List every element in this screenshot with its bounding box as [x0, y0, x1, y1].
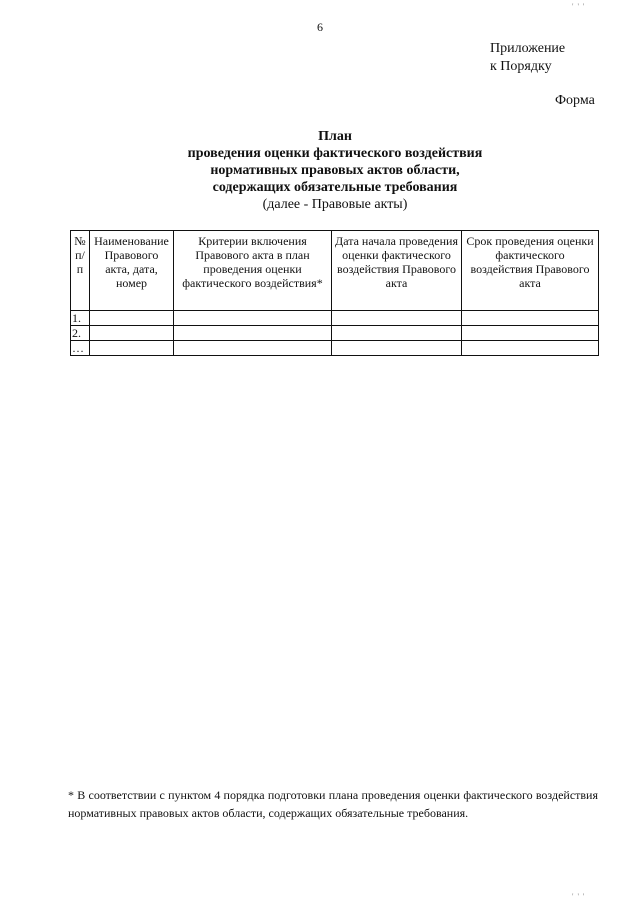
title-line-1: План — [318, 129, 352, 144]
header-deadline: Срок проведения оценки фактического воздействия Правового акта — [462, 231, 599, 311]
document-title — [0, 128, 640, 213]
title-subtitle: (далее - Правовые акты) — [262, 197, 408, 212]
footnote: * В соответствии с пунктом 4 порядка подготовки плана проведения оценки фактического воздействия нормативных правовых актов области, содержащих обязательные требования. — [68, 788, 598, 820]
appendix-line-1: Приложение — [490, 41, 566, 56]
header-number: № п/п — [71, 231, 90, 311]
table-cell — [332, 326, 462, 341]
table-row — [71, 326, 599, 341]
scan-mark-bottom: ' ' ' — [572, 892, 586, 901]
table-cell-number: 2. — [71, 326, 90, 341]
page-number: 6 — [317, 20, 323, 34]
table-cell — [332, 341, 462, 356]
table-row — [71, 311, 599, 326]
plan-table — [70, 230, 599, 356]
table-header-row — [71, 231, 599, 311]
table-cell — [462, 341, 599, 356]
header-act-name: Наименование Правового акта, дата, номер — [90, 231, 174, 311]
appendix-line-2: к Порядку — [490, 59, 552, 74]
form-label: Форма — [555, 93, 595, 108]
table-cell-number: … — [71, 341, 90, 356]
table-cell — [90, 311, 174, 326]
header-start-date: Дата начала проведения оценки фактического воздействия Правового акта — [332, 231, 462, 311]
table-cell — [90, 326, 174, 341]
table-cell — [174, 311, 332, 326]
table-cell-number: 1. — [71, 311, 90, 326]
table-cell — [462, 326, 599, 341]
title-line-2: проведения оценки фактического воздействия — [187, 146, 483, 161]
title-line-4: содержащих обязательные требования — [212, 180, 458, 195]
table-cell — [332, 311, 462, 326]
table-row — [71, 341, 599, 356]
header-criteria: Критерии включения Правового акта в план проведения оценки фактического воздействия* — [174, 231, 332, 311]
table-cell — [174, 326, 332, 341]
appendix-note — [490, 40, 565, 76]
scan-mark-top: ' ' ' — [572, 2, 586, 11]
table-cell — [462, 311, 599, 326]
title-line-3: нормативных правовых актов области, — [210, 163, 460, 178]
table-cell — [90, 341, 174, 356]
table-cell — [174, 341, 332, 356]
